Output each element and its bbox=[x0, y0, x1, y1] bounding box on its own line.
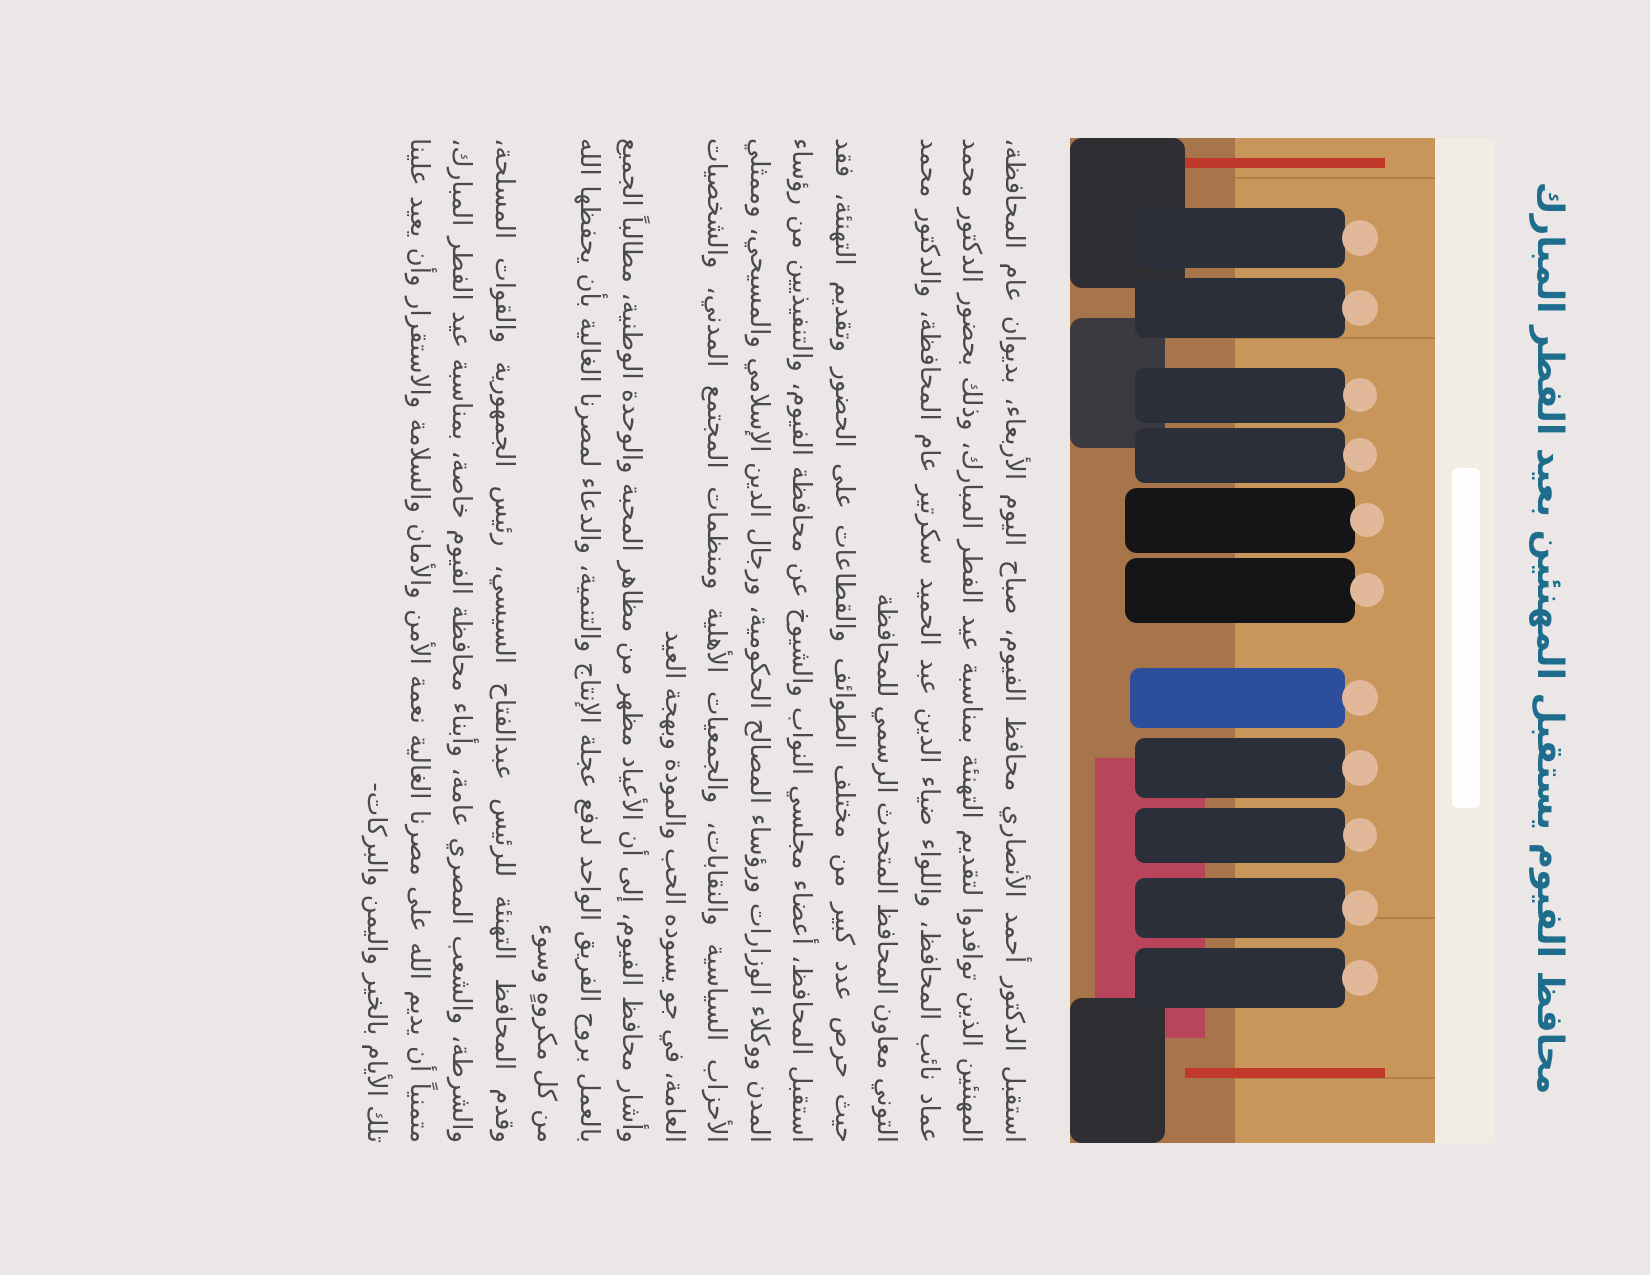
article-paragraph: وأشار محافظ الفيوم، إلى أن الأعياد مظهر من مظاهر المحبة والوحدة الوطنية، مطالباً الجميع بالعمل بروح الفريق الواحد لدفع عجلة الإنتاج والتنمية، والدعاء لمصرنا الغالية بأن يحفظها الله من كل مكروهٍ وسوء bbox=[531, 138, 647, 1143]
headline: محافظ الفيوم يستقبل المهنئين بعيد الفطر المبارك bbox=[1529, 181, 1570, 1095]
article-paragraph: حيث حرص عدد كبير من مختلف الطوائف والقطاعات على الحضور وتقديم التهنئة، فقد استقبل المحافظ، أعضاء مجلسي النواب والشيوخ عن محافظة الفيوم، والتنفيذيين من رؤساء المدن ووكلاء الوزارات ورؤساء المصالح الحكومية، ورجال الدين الإسلامي والمسيحي، وممثلي الأحزاب السياسية والنقابات، والجمعيات الأهلية ومنظمات المجتمع المدني، والشخصيات العامة، في جو يسوده الحب والمودة وبهجة العيد bbox=[659, 138, 859, 1143]
article-paragraph: استقبل الدكتور أحمد الأنصاري محافظ الفيوم، صباح اليوم الأربعاء، بديوان عام المحافظة، المهنئين الذين توافدوا لتقديم التهنئة بمناسبة عيد الفطر المبارك، وذلك بحضور الدكتور محمد عماد نائب المحافظ، واللواء ضياء الدين عبد الحميد سكرتير عام المحافظة، والدكتور محمد التوني معاون المحافظ المتحدث الرسمي للمحافظة bbox=[871, 138, 1029, 1143]
photo-sofa-right bbox=[1070, 998, 1165, 1143]
photo-flag-left bbox=[1185, 158, 1385, 168]
photo-flag-right bbox=[1185, 1068, 1385, 1078]
photo-ceiling-light bbox=[1452, 468, 1480, 808]
group-photo bbox=[1070, 138, 1495, 1143]
rotated-page bbox=[75, 88, 1575, 1188]
article-body bbox=[355, 138, 1035, 1143]
article-paragraph: وقدم المحافظ التهنئة للرئيس عبدالفتاح السيسي، رئيس الجمهورية والقوات المسلحة، والشرطة، والشعب المصري عامة، وأبناء محافظة الفيوم خاصة، بمناسبة عيد الفطر المبارك، متمنياً أن يديم الله على مصرنا الغالية نعمة الأمن والأمان والسلامة والاستقرار وأن يعيد علينا تلك الأيام بالخير واليمن والبركات- bbox=[361, 138, 519, 1143]
